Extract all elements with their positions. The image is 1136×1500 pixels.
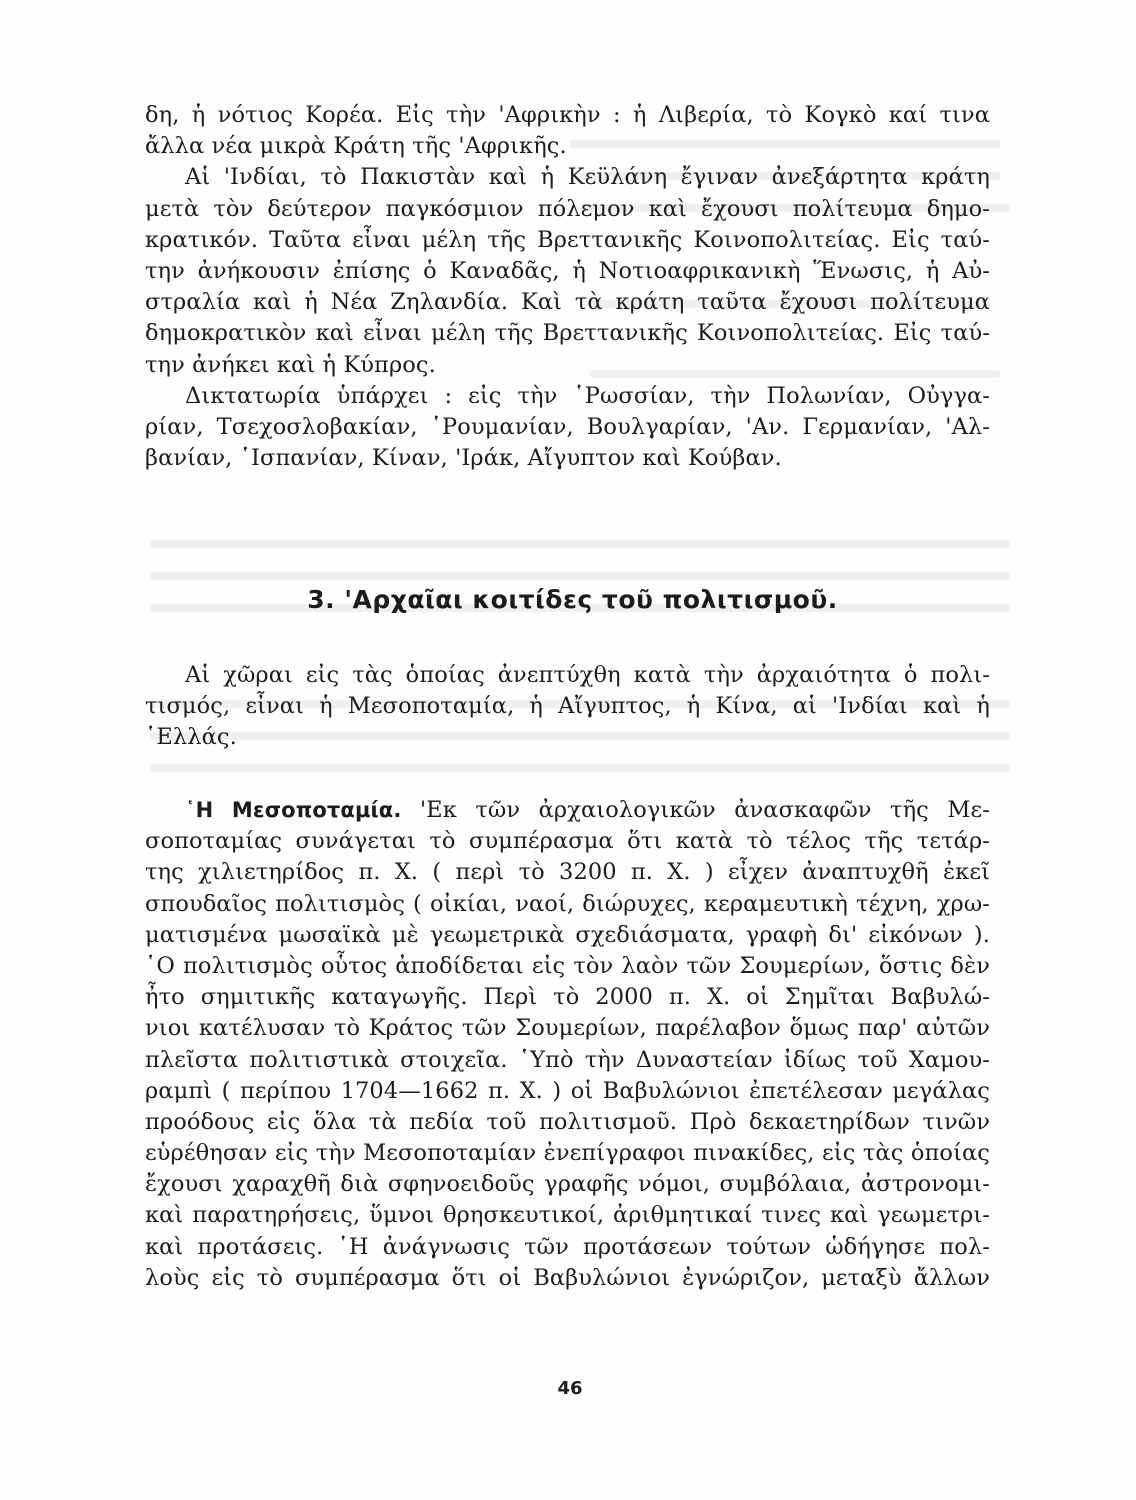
text-line: νιοι κατέλυσαν τὸ Κράτος τῶν Σουμερίων, παρέλαβον ὅμως παρ' αὐτῶν [145,1015,990,1042]
text-line: μετὰ τὸν δεύτερον παγκόσμιον πόλεμον καὶ ἔχουσι πολίτευμα δημο- [145,195,990,222]
text-line: δημοκρατικὸν καὶ εἶναι μέλη τῆς Βρεττανικῆς Κοινοπολιτείας. Εἰς ταύ- [145,320,990,347]
intro-paragraph [145,660,990,754]
text-line: ῾Ο πολιτισμὸς οὗτος ἀποδίδεται εἰς τὸν λαὸν τῶν Σουμερίων, ὅστις δὲν [145,952,990,979]
top-paragraphs [145,100,990,474]
text-line: Αἱ 'Ινδίαι, τὸ Πακιστὰν καὶ ἡ Κεϋλάνη ἔγιναν ἀνεξάρτητα κράτη [185,164,990,191]
text-line: εὑρέθησαν εἰς τὴν Μεσοποταμίαν ἐνεπίγραφοι πινακίδες, εἰς τὰς ὁποίας [145,1140,990,1167]
text-line: ἦτο σημιτικῆς καταγωγῆς. Περὶ τὸ 2000 π. Χ. οἱ Σημῖται Βαβυλώ- [145,984,990,1011]
mesopotamia-paragraph [145,795,990,1294]
text-line: σοποταμίας συνάγεται τὸ συμπέρασμα ὅτι κατὰ τὸ τέλος τῆς τετάρ- [145,828,990,855]
text-line: την ἀνήκουσιν ἐπίσης ὁ Καναδᾶς, ἡ Νοτιοαφρικανικὴ Ἕνωσις, ἡ Αὐ- [145,257,990,284]
text-line: δη, ἡ νότιος Κορέα. Εἰς τὴν 'Αφρικὴν : ἡ Λιβερία, τὸ Κογκὸ καί τινα [145,102,990,128]
first-line-text: 'Εκ τῶν ἀρχαιολογικῶν ἀνασκαφῶν τῆς Με- [401,797,990,823]
text-line: βανίαν, ῾Ισπανίαν, Κίναν, 'Ιράκ, Αἴγυπτον καὶ Κούβαν. [145,445,782,472]
section-heading: 3. 'Αρχαῖαι κοιτίδες τοῦ πολιτισμοῦ. [307,585,838,614]
text-line: προόδους εἰς ὅλα τὰ πεδία τοῦ πολιτισμοῦ. Πρὸ δεκαετηρίδων τινῶν [145,1108,990,1135]
text-line: καὶ προτάσεις. ῾Η ἀνάγνωσις τῶν προτάσεων τούτων ὡδήγησε πολ- [145,1233,990,1260]
text-line: ῾Ελλάς. [145,724,237,751]
text-line: ραμπὶ ( περίπου 1704—1662 π. Χ. ) οἱ Βαβυλώνιοι ἐπετέλεσαν μεγάλας [145,1077,990,1104]
text-line: την ἀνήκει καὶ ἡ Κύπρος. [145,351,436,378]
text-line: ἄλλα νέα μικρὰ Κράτη τῆς 'Αφρικῆς. [145,133,567,160]
text-line: σπουδαῖος πολιτισμὸς ( οἰκίαι, ναοί, διώρυχες, κεραμευτικὴ τέχνη, χρω- [145,890,990,917]
text-line: ρίαν, Τσεχοσλοβακίαν, ῾Ρουμανίαν, Βουλγαρίαν, 'Αν. Γερμανίαν, 'Αλ- [145,413,990,440]
text-line: ἔχουσι χαραχθῆ διὰ σφηνοειδοῦς γραφῆς νόμοι, συμβόλαια, ἀστρονομι- [145,1171,990,1198]
text-line: πλεῖστα πολιτιστικὰ στοιχεῖα. ῾Υπὸ τὴν Δυναστείαν ἰδίως τοῦ Χαμου- [145,1046,990,1073]
paragraph-lead-heading: ῾Η Μεσοποταμία. [185,798,402,822]
text-line: λοὺς εἰς τὸ συμπέρασμα ὅτι οἱ Βαβυλώνιοι ἐγνώριζον, μεταξὺ ἄλλων [145,1264,990,1291]
text-line: καὶ παρατηρήσεις, ὕμνοι θρησκευτικοί, ἀριθμητικαί τινες καὶ γεωμετρι- [145,1202,990,1229]
paragraph-first-line [145,795,990,826]
text-line: Δικτατωρία ὑπάρχει : εἰς τὴν ῾Ρωσσίαν, τὴν Πολωνίαν, Οὐγγα- [185,382,990,409]
text-line: στραλία καὶ ἡ Νέα Ζηλανδία. Καὶ τὰ κράτη ταῦτα ἔχουσι πολίτευμα [145,289,990,316]
text-line: τισμός, εἶναι ἡ Μεσοποταμία, ἡ Αἴγυπτος, ἡ Κίνα, αἱ 'Ινδίαι καὶ ἡ [145,693,990,720]
text-line: Αἱ χῶραι εἰς τὰς ὁποίας ἀνεπτύχθη κατὰ τὴν ἀρχαιότητα ὁ πολι- [185,662,990,688]
text-line: κρατικόν. Ταῦτα εἶναι μέλη τῆς Βρεττανικῆς Κοινοπολιτείας. Εἰς ταύ- [145,226,990,253]
text-line: της χιλιετηρίδος π. Χ. ( περὶ τὸ 3200 π. Χ. ) εἶχεν ἀναπτυχθῆ ἐκεῖ [145,859,990,886]
page-number: 46 [557,1378,583,1399]
text-line: ματισμένα μωσαϊκὰ μὲ γεωμετρικὰ σχεδιάσματα, γραφὴ δι' εἰκόνων ). [145,921,990,948]
